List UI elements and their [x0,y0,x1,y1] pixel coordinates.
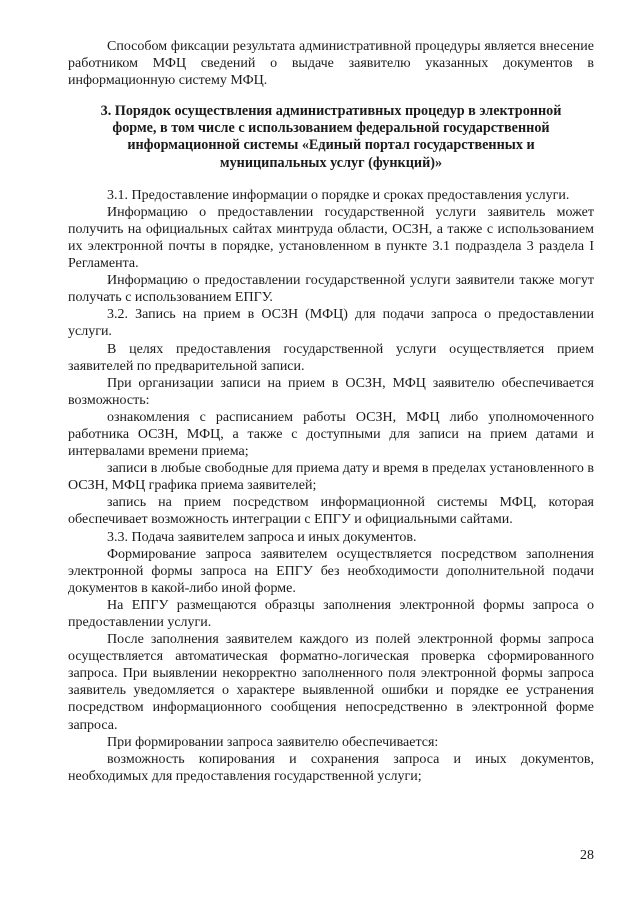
paragraph: После заполнения заявителем каждого из полей электронной формы запроса осуществляется автоматическая форматно-логическая проверка сформированного запроса. При выявлении некорректно заполненного поля электронной формы запроса заявитель уведомляется о характере выявленной ошибки и порядке ее устранения посредством информационного сообщения непосредственно в электронной форме запроса. [68,632,594,733]
paragraph: Информацию о предоставлении государственной услуги заявители также могут получать с использованием ЕПГУ. [68,273,594,306]
paragraph: На ЕПГУ размещаются образцы заполнения электронной формы запроса о предоставлении услуги. [68,597,594,630]
paragraph: возможность копирования и сохранения запроса и иных документов, необходимых для предоставления государственной услуги; [68,751,594,784]
paragraph: При организации записи на прием в ОСЗН, МФЦ заявителю обеспечивается возможность: [68,375,594,408]
paragraph-3-3: 3.3. Подача заявителем запроса и иных документов. [107,529,417,545]
paragraph: Информацию о предоставлении государственной услуги заявитель может получить на официальных сайтах минтруда области, ОСЗН, а также с использованием их электронной почты в порядке, установленном в пункте 3.1 подраздела 3 раздела I Регламента. [68,204,594,272]
paragraph: ознакомления с расписанием работы ОСЗН, МФЦ либо уполномоченного работника ОСЗН, МФЦ, а также с доступными для записи на прием датами и интервалами времени приема; [68,409,594,460]
paragraph-3-1: 3.1. Предоставление информации о порядке и сроках предоставления услуги. [107,187,570,203]
section-heading: 3. Порядок осуществления административных процедур в электронной форме, в том числе с использованием федеральной государственной информационной системы «Единый портал государственных и муниципальных услуг (функций)» [100,103,562,171]
paragraph: записи в любые свободные для приема дату и время в пределах установленного в ОСЗН, МФЦ графика приема заявителей; [68,461,594,494]
paragraph-result-fixation: Способом фиксации результата административной процедуры является внесение работником МФЦ сведений о выдаче заявителю указанных документов в информационную систему МФЦ. [68,39,594,89]
paragraph: При формировании запроса заявителю обеспечивается: [107,734,439,750]
page-number: 28 [580,848,594,863]
paragraph: В целях предоставления государственной услуги осуществляется прием заявителей по предварительной записи. [68,341,594,374]
paragraph: Формирование запроса заявителем осуществляется посредством заполнения электронной формы запроса на ЕПГУ без необходимости дополнительной подачи документов в какой-либо иной форме. [68,546,594,596]
paragraph-3-2: 3.2. Запись на прием в ОСЗН (МФЦ) для подачи запроса о предоставлении услуги. [68,307,594,340]
page-content [68,38,594,785]
paragraph: запись на прием посредством информационной системы МФЦ, которая обеспечивает возможность интеграции с ЕПГУ и официальными сайтами. [68,495,594,528]
